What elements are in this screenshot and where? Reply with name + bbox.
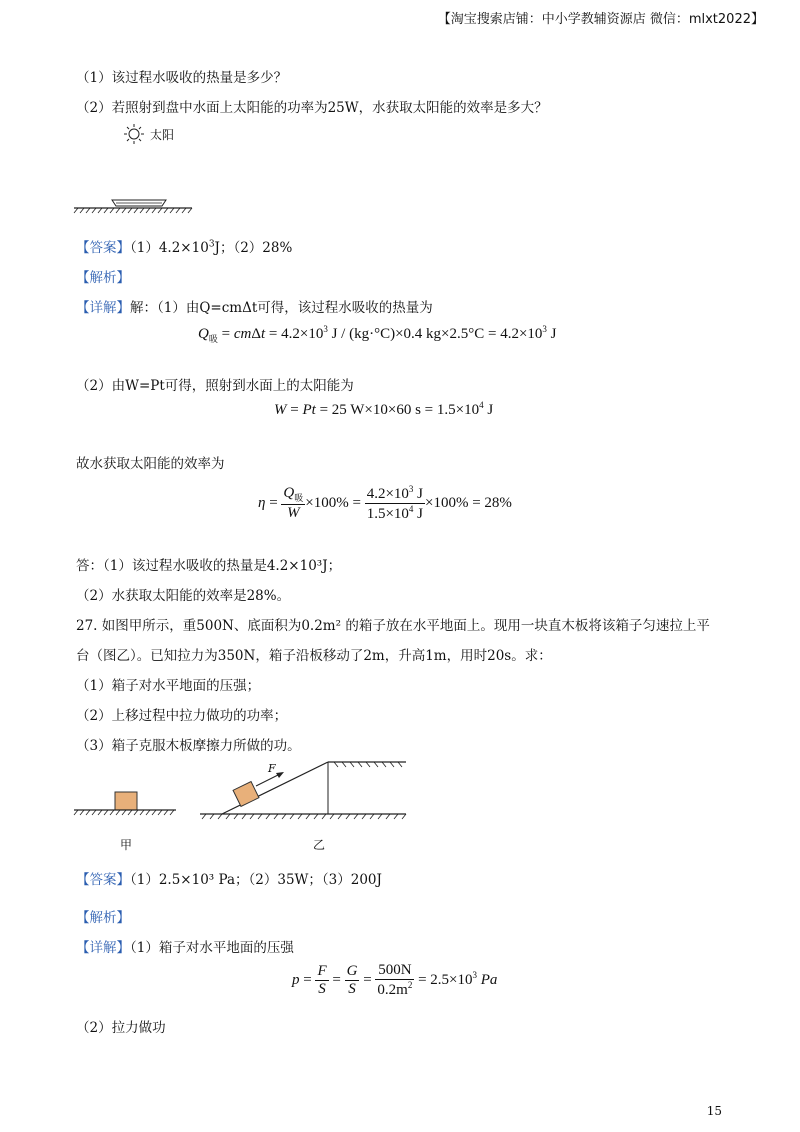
detail-27 <box>76 936 294 956</box>
step3-26: 故水获取太阳能的效率为 <box>76 456 225 472</box>
step2-26: （2）由W=Pt可得，照射到水面上的太阳能为 <box>76 378 354 394</box>
equation-energy: W = Pt = 25 W×10×60 $s = 1.5\times 10^4$ J <box>274 400 494 418</box>
answer-26 <box>76 236 292 256</box>
figure-b-label: 乙 <box>313 838 326 852</box>
detail-26 <box>76 296 433 316</box>
analysis-tag: 【解析】 <box>76 910 130 926</box>
detail-tag: 【详解】 <box>76 940 130 956</box>
q27-part2: （2）上移过程中拉力做功的功率； <box>76 708 288 724</box>
sun-label: 太阳 <box>150 128 175 142</box>
answer-26-value-a: （1）4.2×10 <box>130 240 209 256</box>
answer-26-value-b: J；（2）28% <box>214 240 293 256</box>
detail-27-text: （1）箱子对水平地面的压强 <box>130 940 294 956</box>
equation-pressure: p = $\frac{F}{S}$ = $\frac{G}{S}$ = $\frac{500N}{0.2m^2}$ = $2.5\times 10^3$ Pa <box>292 962 498 998</box>
figure-a-label: 甲 <box>120 838 133 852</box>
conclusion-2: （2）水获取太阳能的效率是28%。 <box>76 588 291 604</box>
equation-heat: $Q_吸 = cm\Delta t = 4.2\times 10^3$ J / (kg·°C)×0.4 $kg\times 2.5^\circ C = 4.2\times 10^3$ J <box>198 324 557 344</box>
detail-26-text: 解：（1）由Q=cmΔt可得，该过程水吸收的热量为 <box>130 300 433 316</box>
answer-26-exponent: 3 <box>208 239 215 250</box>
answer-tag: 【答案】 <box>76 872 130 888</box>
answer-27-value: （1）2.5×10³ Pa；（2）35W；（3）200J <box>130 872 382 888</box>
step2-27: （2）拉力做功 <box>76 1020 166 1036</box>
conclusion-1: 答：（1）该过程水吸收的热量是4.2×10³J； <box>76 558 342 574</box>
answer-27 <box>76 868 382 888</box>
force-label: F <box>268 762 276 775</box>
box-ramp-figure <box>72 756 412 828</box>
page-number: 15 <box>706 1104 722 1118</box>
water-dish-figure <box>72 192 196 216</box>
analysis-tag: 【解析】 <box>76 270 130 286</box>
q27-part1: （1）箱子对水平地面的压强； <box>76 678 261 694</box>
q27-line1: 27. 如图甲所示，重500N、底面积为0.2m² 的箱子放在水平地面上。现用一块直木板将该箱子匀速拉上平 <box>76 618 710 634</box>
answer-tag: 【答案】 <box>76 240 130 256</box>
q26-part2: （2）若照射到盘中水面上太阳能的功率为25W，水获取太阳能的效率是多大？ <box>76 100 548 116</box>
equation-efficiency: η = $\frac{Q_吸}{W}$ ×100% = $\frac{4.2\times 10^3 J}{1.5\times 10^4 J}$ ×100% = 28% <box>258 484 512 522</box>
q26-part1: （1）该过程水吸收的热量是多少？ <box>76 70 288 86</box>
q27-part3: （3）箱子克服木板摩擦力所做的功。 <box>76 738 301 754</box>
q27-line2: 台（图乙）。已知拉力为350N，箱子沿板移动了2m，升高1m，用时20s。求： <box>76 648 552 664</box>
page-header: 【淘宝搜索店铺：中小学教辅资源店 微信：mlxt2022】 <box>437 12 764 27</box>
detail-tag: 【详解】 <box>76 300 130 316</box>
